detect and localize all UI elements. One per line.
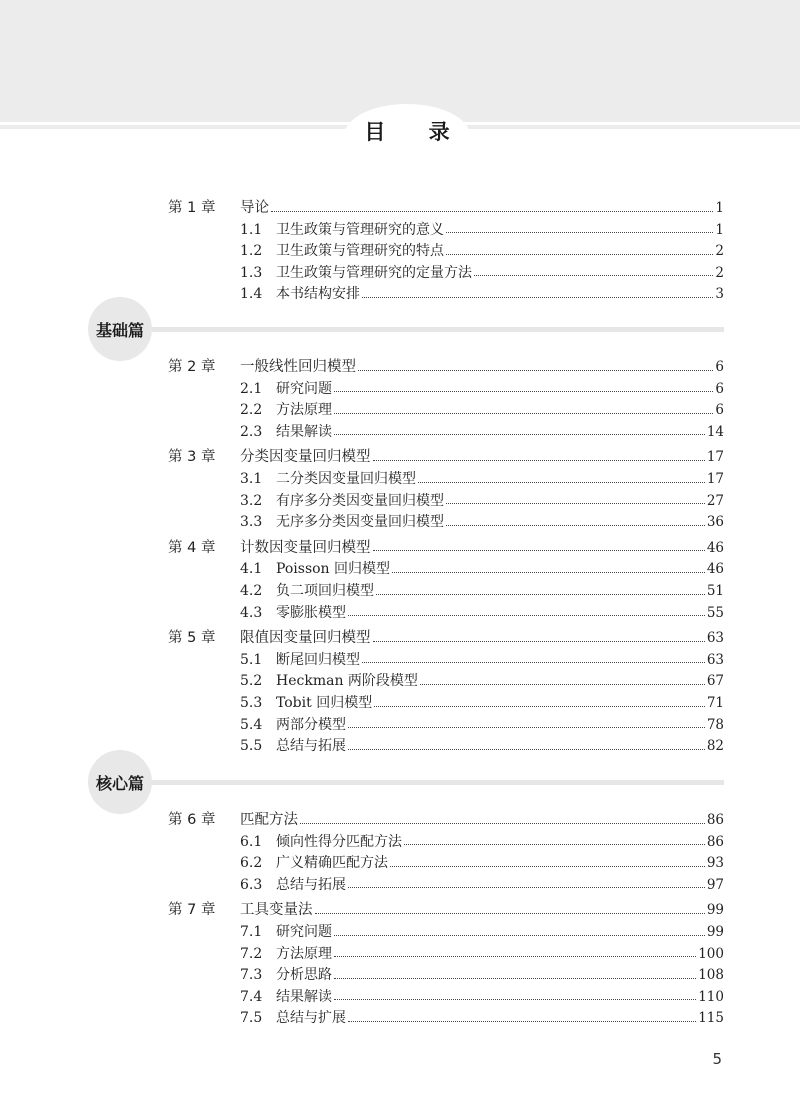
page-ref: 78: [706, 716, 724, 733]
chapter-title: 匹配方法: [240, 812, 298, 828]
toc-section-entry[interactable]: [240, 602, 724, 624]
section-title: 研究问题: [276, 380, 332, 397]
dot-leader: [300, 823, 705, 824]
section-title: 总结与扩展: [276, 1010, 346, 1027]
dot-leader: [392, 572, 705, 573]
chapter-label: 第 5 章: [168, 630, 216, 647]
chapter-label: 第 6 章: [168, 812, 216, 828]
toc-section-entry[interactable]: [240, 670, 724, 692]
dot-leader: [404, 844, 705, 845]
dot-leader: [373, 641, 705, 642]
page-ref: 6: [715, 380, 724, 397]
toc-section-entry[interactable]: [240, 399, 724, 421]
section-title: 结果解读: [276, 988, 332, 1005]
dot-leader: [374, 706, 705, 707]
page-ref: 6: [715, 359, 724, 375]
part-divider: [152, 327, 724, 332]
dot-leader: [373, 460, 705, 461]
toc-section-entry[interactable]: [240, 921, 724, 943]
chapter-title: 限值因变量回归模型: [240, 630, 371, 647]
chapter-title: 工具变量法: [240, 902, 313, 919]
toc-section-entry[interactable]: [240, 580, 724, 602]
dot-leader: [446, 232, 713, 233]
page-ref: 51: [706, 583, 724, 599]
section-title: Poisson 回归模型: [276, 561, 391, 578]
section-title: 卫生政策与管理研究的意义: [276, 221, 444, 238]
section-title: 二分类因变量回归模型: [276, 471, 416, 487]
section-title: Heckman 两阶段模型: [276, 673, 418, 690]
page-ref: 99: [706, 924, 724, 940]
section-number: 6.1: [240, 833, 263, 850]
section-number: 6.2: [240, 855, 263, 872]
toc-section-entry[interactable]: [240, 421, 724, 443]
dot-leader: [446, 503, 705, 504]
chapter-title: 分类因变量回归模型: [240, 449, 371, 466]
section-title: Tobit 回归模型: [276, 695, 373, 711]
part-label: 核心篇: [95, 774, 144, 793]
page-ref: 99: [706, 902, 724, 919]
section-number: 7.3: [240, 967, 263, 984]
dot-leader: [334, 956, 696, 957]
dot-leader: [271, 211, 713, 212]
toc-chapter-entry[interactable]: [168, 537, 724, 559]
dot-leader: [348, 749, 705, 750]
dot-leader: [334, 413, 713, 414]
chapter-label: 第 7 章: [168, 902, 216, 919]
chapter-label: 第 4 章: [168, 539, 216, 556]
section-number: 4.2: [240, 583, 263, 599]
toc-section-entry[interactable]: [240, 378, 724, 400]
page-ref: 1: [715, 200, 724, 216]
dot-leader: [390, 866, 705, 867]
toc-section-entry[interactable]: [240, 262, 724, 284]
toc-section-entry[interactable]: [240, 283, 724, 305]
section-number: 7.4: [240, 988, 263, 1005]
section-number: 1.2: [240, 243, 263, 260]
toc-section-entry[interactable]: [240, 874, 724, 896]
section-number: 5.3: [240, 695, 263, 711]
page-ref: 100: [698, 945, 724, 962]
section-number: 2.3: [240, 423, 263, 440]
page-ref: 110: [698, 988, 724, 1005]
page-ref: 71: [706, 695, 724, 711]
page-ref: 46: [706, 539, 724, 556]
part-label: 基础篇: [95, 321, 144, 340]
page-title: 目 录: [364, 120, 468, 144]
section-number: 2.1: [240, 380, 263, 397]
page-number: 5: [712, 1050, 722, 1068]
toc-section-entry[interactable]: [240, 558, 724, 580]
section-number: 4.3: [240, 604, 263, 621]
section-title: 无序多分类因变量回归模型: [276, 514, 444, 531]
section-number: 3.3: [240, 514, 263, 531]
section-number: 1.1: [240, 221, 263, 238]
section-number: 2.2: [240, 402, 263, 419]
toc-section-entry[interactable]: [240, 943, 724, 965]
section-title: 方法原理: [276, 945, 332, 962]
toc-section-entry[interactable]: [240, 490, 724, 512]
dot-leader: [334, 434, 705, 435]
section-title: 分析思路: [276, 967, 332, 984]
section-title: 总结与拓展: [276, 876, 346, 893]
dot-leader: [420, 684, 705, 685]
section-title: 研究问题: [276, 924, 332, 940]
toc-chapter-entry[interactable]: [168, 197, 724, 219]
chapter-label: 第 3 章: [168, 449, 216, 466]
toc-section-entry[interactable]: [240, 692, 724, 714]
section-title: 有序多分类因变量回归模型: [276, 492, 444, 509]
toc-section-entry[interactable]: [240, 649, 724, 671]
dot-leader: [446, 254, 713, 255]
page-ref: 82: [706, 738, 724, 755]
section-number: 5.2: [240, 673, 263, 690]
section-title: 总结与拓展: [276, 738, 346, 755]
dot-leader: [348, 887, 705, 888]
section-number: 4.1: [240, 561, 263, 578]
page-ref: 2: [715, 243, 724, 260]
section-title: 零膨胀模型: [276, 604, 346, 621]
chapter-label: 第 2 章: [168, 359, 216, 375]
dot-leader: [446, 525, 705, 526]
dot-leader: [348, 727, 705, 728]
dot-leader: [358, 370, 713, 371]
toc-section-entry[interactable]: [240, 964, 724, 986]
section-title: 结果解读: [276, 423, 332, 440]
dot-leader: [334, 391, 713, 392]
page-ref: 27: [706, 492, 724, 509]
toc-section-entry[interactable]: [240, 468, 724, 490]
toc-section-entry[interactable]: [240, 852, 724, 874]
section-number: 5.4: [240, 716, 263, 733]
chapter-title: 导论: [240, 200, 269, 216]
page-ref: 14: [706, 423, 724, 440]
toc-section-entry[interactable]: [240, 831, 724, 853]
toc-section-entry[interactable]: [240, 240, 724, 262]
toc-section-entry[interactable]: [240, 714, 724, 736]
section-number: 1.3: [240, 264, 263, 281]
page-ref: 115: [698, 1010, 724, 1027]
section-number: 1.4: [240, 286, 263, 303]
toc-chapter-entry[interactable]: [168, 809, 724, 831]
page-ref: 6: [715, 402, 724, 419]
page-ref: 17: [706, 471, 724, 487]
toc-section-entry[interactable]: [240, 735, 724, 757]
page-ref: 1: [715, 221, 724, 238]
page-ref: 55: [706, 604, 724, 621]
page-ref: 3: [715, 286, 724, 303]
toc-chapter-entry[interactable]: [168, 446, 724, 468]
section-title: 倾向性得分匹配方法: [276, 833, 402, 850]
page-ref: 86: [706, 833, 724, 850]
section-number: 5.1: [240, 651, 263, 668]
toc-chapter-entry[interactable]: [168, 627, 724, 649]
section-number: 7.2: [240, 945, 263, 962]
section-title: 本书结构安排: [276, 286, 360, 303]
toc-section-entry[interactable]: [240, 511, 724, 533]
section-title: 广义精确匹配方法: [276, 855, 388, 872]
toc-section-entry[interactable]: [240, 219, 724, 241]
page-ref: 17: [706, 449, 724, 466]
toc-section-entry[interactable]: [240, 986, 724, 1008]
dot-leader: [348, 615, 705, 616]
section-number: 5.5: [240, 738, 263, 755]
dot-leader: [334, 935, 705, 936]
section-title: 两部分模型: [276, 716, 346, 733]
chapter-label: 第 1 章: [168, 200, 216, 216]
section-number: 3.1: [240, 471, 263, 487]
dot-leader: [334, 999, 696, 1000]
section-title: 卫生政策与管理研究的定量方法: [276, 264, 472, 281]
dot-leader: [373, 550, 705, 551]
page-ref: 2: [715, 264, 724, 281]
dot-leader: [362, 297, 713, 298]
chapter-title: 计数因变量回归模型: [240, 539, 371, 556]
section-number: 6.3: [240, 876, 263, 893]
dot-leader: [418, 482, 705, 483]
page-ref: 93: [706, 855, 724, 872]
toc-section-entry[interactable]: [240, 1007, 724, 1029]
dot-leader: [315, 913, 705, 914]
dot-leader: [348, 1021, 696, 1022]
chapter-title: 一般线性回归模型: [240, 359, 356, 375]
section-title: 方法原理: [276, 402, 332, 419]
toc-chapter-entry[interactable]: [168, 356, 724, 378]
dot-leader: [362, 662, 705, 663]
page-ref: 67: [706, 673, 724, 690]
dot-leader: [334, 978, 696, 979]
page-ref: 36: [706, 514, 724, 531]
section-title: 负二项回归模型: [276, 583, 374, 599]
page-ref: 86: [706, 812, 724, 828]
page-ref: 63: [706, 630, 724, 647]
toc-chapter-entry[interactable]: [168, 899, 724, 921]
page-ref: 46: [706, 561, 724, 578]
dot-leader: [376, 594, 705, 595]
part-divider: [152, 780, 724, 785]
page-ref: 63: [706, 651, 724, 668]
section-number: 3.2: [240, 492, 263, 509]
section-number: 7.1: [240, 924, 263, 940]
section-title: 卫生政策与管理研究的特点: [276, 243, 444, 260]
section-title: 断尾回归模型: [276, 651, 360, 668]
section-number: 7.5: [240, 1010, 263, 1027]
page-ref: 108: [698, 967, 724, 984]
dot-leader: [474, 275, 713, 276]
page-ref: 97: [706, 876, 724, 893]
